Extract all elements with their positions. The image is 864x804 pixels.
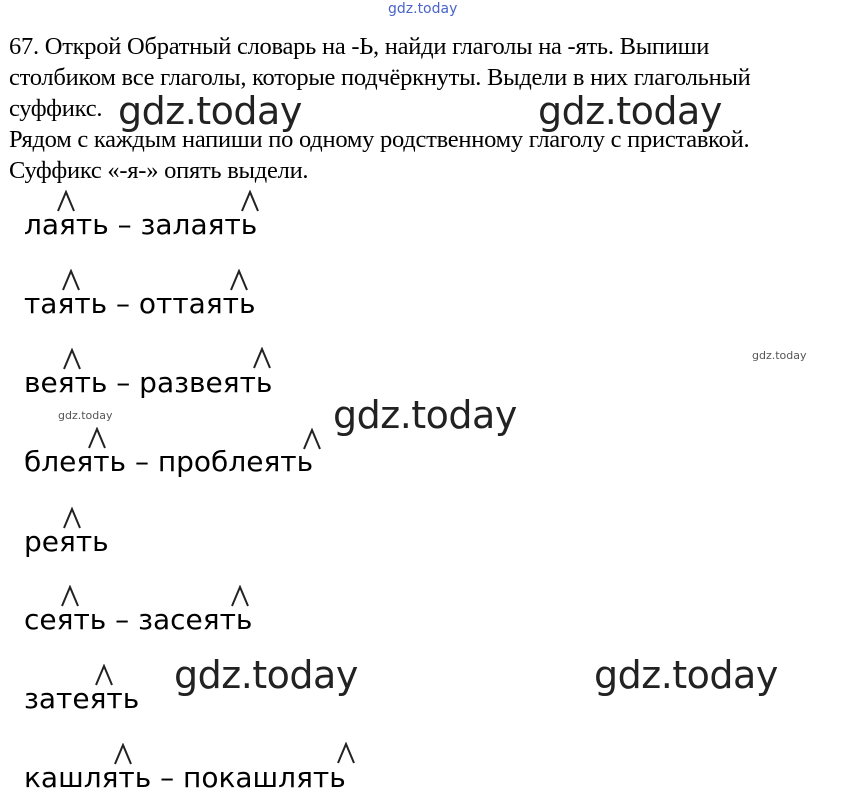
watermark: gdz.today: [752, 349, 807, 362]
top-watermark: gdz.today: [388, 1, 458, 17]
suffix-caret-icon: [87, 427, 107, 449]
watermark: gdz.today: [333, 393, 517, 437]
suffix-caret-icon: [60, 585, 80, 607]
suffix-caret-icon: [113, 743, 133, 765]
task-line: Рядом с каждым напиши по одному родственному глаголу с приставкой.: [9, 126, 750, 153]
answer-line: веять – развеять: [24, 366, 273, 399]
answer-line: кашлять – покашлять: [24, 761, 346, 794]
suffix-caret-icon: [229, 269, 249, 291]
task-line: столбиком все глаголы, которые подчёркнуты. Выдели в них глагольный: [9, 64, 751, 91]
suffix-caret-icon: [302, 428, 322, 450]
answer-line: сеять – засеять: [24, 603, 253, 636]
watermark: gdz.today: [594, 653, 778, 697]
watermark: gdz.today: [538, 89, 722, 133]
answer-line: таять – оттаять: [24, 287, 256, 320]
answer-line: лаять – залаять: [24, 208, 258, 241]
suffix-caret-icon: [252, 347, 272, 369]
answer-line: затеять: [24, 682, 140, 715]
watermark: gdz.today: [118, 89, 302, 133]
answer-line: реять: [24, 525, 109, 558]
suffix-caret-icon: [62, 348, 82, 370]
answer-line: блеять – проблеять: [24, 445, 314, 478]
suffix-caret-icon: [61, 269, 81, 291]
task-line: 67. Открой Обратный словарь на -Ь, найди глаголы на -ять. Выпиши: [9, 33, 710, 60]
suffix-caret-icon: [94, 664, 114, 686]
task-line: суффикс.: [9, 95, 103, 122]
suffix-caret-icon: [56, 190, 76, 212]
watermark: gdz.today: [174, 653, 358, 697]
task-line: Суффикс «-я-» опять выдели.: [9, 157, 309, 184]
suffix-caret-icon: [336, 742, 356, 764]
suffix-caret-icon: [62, 507, 82, 529]
suffix-caret-icon: [240, 190, 260, 212]
suffix-caret-icon: [230, 585, 250, 607]
watermark: gdz.today: [58, 409, 113, 422]
